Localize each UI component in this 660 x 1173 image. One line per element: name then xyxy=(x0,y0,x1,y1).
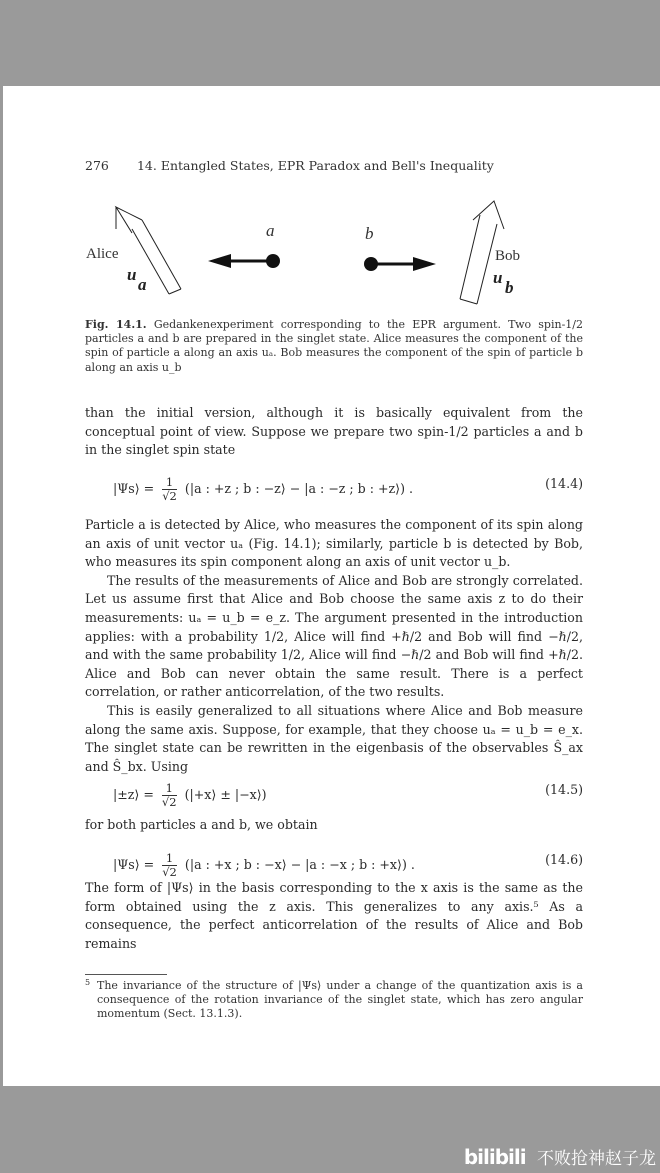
particle-b-dot xyxy=(364,257,378,271)
paragraph-form: The form of |Ψs⟩ in the basis corresponding to the x axis is the same as the form obtained using the z axis. This generalizes to any axis.⁵ As a consequence, the perfect anticorrelation of the results of Alice and Bob remains xyxy=(85,880,583,951)
ub-subscript: b xyxy=(505,278,514,297)
paragraph-generalization: This is easily generalized to all situations where Alice and Bob measure along the same axis. Suppose, for example, that they choose uₐ = u_b = e_x. The singlet state can be rewritten in the eigenbasis of the observables Ŝ_ax and Ŝ_bx. Using xyxy=(85,702,583,774)
equation-14-4 xyxy=(85,468,583,508)
eq-lhs: |±z⟩ = xyxy=(113,787,154,802)
equation-number: (14.6) xyxy=(545,852,583,867)
ua-subscript: a xyxy=(138,275,147,294)
paragraph-correlation: The results of the measurements of Alice and Bob are strongly correlated. Let us assume first that Alice and Bob choose the same axis z to do their measurements: uₐ = u_b = e_z. The argument presented in the introduction applies: with a probability 1/2, Alice will find +ℏ/2 and Bob will find −ℏ/2, and with the same probability 1/2, Alice will find −ℏ/2 and Bob will find +ℏ/2. Alice and Bob can never obtain the same result. There is a perfect correlation, or rather anticorrelation, of the two results. xyxy=(85,572,583,700)
figure-caption xyxy=(85,318,583,375)
paragraph-detection: Particle a is detected by Alice, who measures the component of its spin along an axis of unit vector uₐ (Fig. 14.1); similarly, particle b is detected by Bob, who measures its spin component along an axis of unit vector u_b. xyxy=(85,517,583,570)
eq-lhs: |Ψs⟩ = xyxy=(113,481,155,496)
eq-rhs: (|a : +x ; b : −x⟩ − |a : −x ; b : +x⟩) . xyxy=(184,857,415,872)
eq-rhs: (|a : +z ; b : −z⟩ − |a : −z ; b : +z⟩) . xyxy=(184,481,413,496)
equation-number: (14.5) xyxy=(545,782,583,797)
chapter-title: 14. Entangled States, EPR Paradox and Bell's Inequality xyxy=(136,158,494,173)
caption-label: Fig. 14.1. xyxy=(85,318,147,331)
equation-14-5 xyxy=(85,774,583,814)
particle-b-label: b xyxy=(365,224,374,243)
eq-rhs: (|+x⟩ ± |−x⟩) xyxy=(184,787,267,802)
page-number: 276 xyxy=(85,158,109,173)
caption-text: Gedankenexperiment corresponding to the EPR argument. Two spin-1/2 particles a and b are prepared in the singlet state. Alice measures the component of the spin of particle a along an axis uₐ. Bob measures the component of the spin of particle b along an axis u_b xyxy=(85,318,583,374)
eq-fraction: $\frac{1}{√2}$ xyxy=(162,851,177,879)
footnote-text: The invariance of the structure of |Ψs⟩ under a change of the quantization axis is a consequence of the rotation invariance of the singlet state, which has zero angular momentum (Sect. 13.1.3). xyxy=(97,979,583,1021)
ua-label: u xyxy=(127,265,137,284)
ub-label: u xyxy=(493,268,503,287)
document-page xyxy=(3,86,660,1086)
alice-label: Alice xyxy=(86,246,119,262)
eq-lhs: |Ψs⟩ = xyxy=(113,857,155,872)
watermark xyxy=(464,1144,656,1169)
paragraph-both-particles: for both particles a and b, we obtain xyxy=(85,817,318,832)
running-header xyxy=(85,158,494,173)
footnote-mark: 5 xyxy=(85,978,91,987)
particle-a-label: a xyxy=(266,221,275,240)
paragraph-intro: than the initial version, although it is basically equivalent from the conceptual point of view. Suppose we prepare two spin-1/2 particles a and b in the singlet spin state xyxy=(85,405,583,458)
footnote-rule xyxy=(85,974,167,975)
footnote xyxy=(85,979,583,1022)
figure-14-1 xyxy=(63,196,563,311)
alice-axis-arrow xyxy=(116,207,181,294)
eq-fraction: $\frac{1}{√2}$ xyxy=(162,475,177,503)
watermark-text: 不败抢神赵子龙 xyxy=(537,1149,656,1169)
particle-b-arrowhead xyxy=(413,257,436,271)
particle-a-arrowhead xyxy=(208,254,231,268)
equation-number: (14.4) xyxy=(545,476,583,491)
bob-label: Bob xyxy=(495,248,521,264)
particle-a-dot xyxy=(266,254,280,268)
eq-fraction: $\frac{1}{√2}$ xyxy=(161,781,177,809)
bilibili-logo-icon: bilibili xyxy=(463,1145,526,1169)
paragraph-block xyxy=(85,516,583,776)
equation-14-6 xyxy=(85,844,583,884)
